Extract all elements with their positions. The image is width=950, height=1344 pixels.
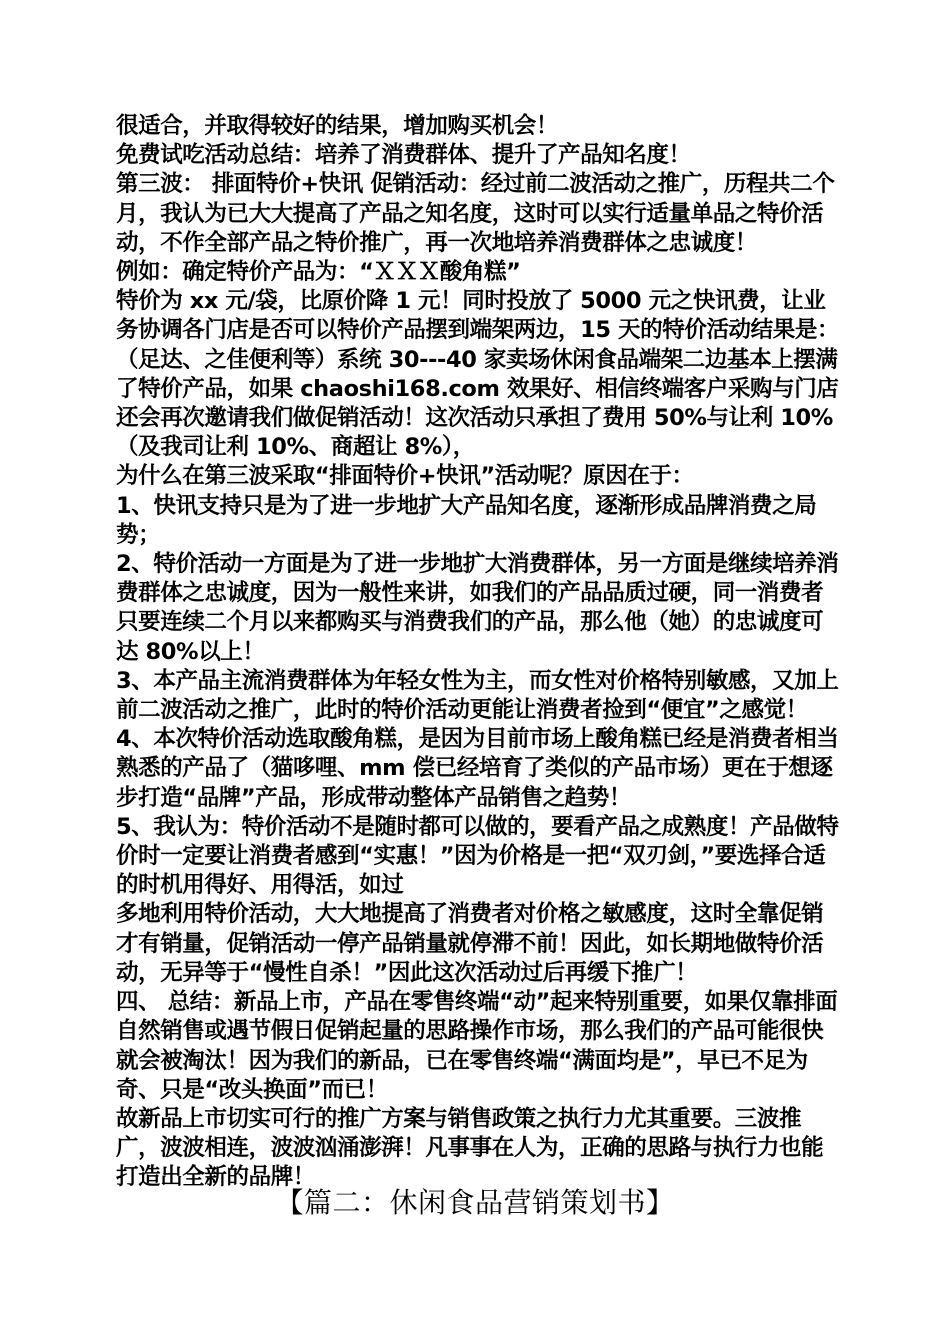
paragraph-14: 故新品上市切实可行的推广方案与销售政策之执行力尤其重要。三波推广，波波相连，波波汹涌澎湃！凡事事在人为，正确的思路与执行力也能打造出全新的品牌！ bbox=[116, 1105, 824, 1191]
paragraph-1: 很适合，并取得较好的结果，增加购买机会！ bbox=[116, 113, 559, 139]
section-heading: 【篇二：休闲食品营销策划书】 bbox=[275, 1186, 675, 1219]
paragraph-10: 4、本次特价活动选取酸角糕，是因为目前市场上酸角糕已经是消费者相当熟悉的产品了（猫哆哩、mm 偿已经培育了类似的产品市场）更在于想逐步打造“品牌”产品，形成带动整体产品销售之趋势！ bbox=[116, 726, 839, 811]
paragraph-12: 多地利用特价活动，大大地提高了消费者对价格之敏感度，这时全靠促销才有销量，促销活动一停产品销量就停滞不前！因此，如长期地做特价活动，无异等于“慢性自杀！”因此这次活动过后再缓下推广！ bbox=[116, 901, 824, 986]
paragraph-13: 四、 总结：新品上市，产品在零售终端“动”起来特别重要，如果仅靠排面自然销售或遇节假日促销起量的思路操作市场，那么我们的产品可能很快就会被淘汰！因为我们的新品，已在零售终端“满面均是”，早已不足为奇、只是“改头换面”而已！ bbox=[116, 989, 838, 1103]
paragraph-11: 5、我认为：特价活动不是随时都可以做的，要看产品之成熟度！产品做特价时一定要让消费者感到“实惠！”因为价格是一把“双刃剑，”要选择合适的时机用得好、用得活，如过 bbox=[116, 813, 839, 899]
paragraph-6: 为什么在第三波采取“排面特价+快讯”活动呢？原因在于： bbox=[116, 463, 694, 490]
paragraph-2: 免费试吃活动总结：培养了消费群体、提升了产品知名度！ bbox=[116, 142, 691, 169]
paragraph-5: 特价为 xx 元/袋，比原价降 1 元！同时投放了 5000 元之快讯费，让业务协调各门店是否可以特价产品摆到端架两边，15 天的特价活动结果是：（足达、之佳便利等）系统 30---40 家卖场休闲食品端架二边基本上摆满了特价产品，如果 chaoshi168.com 效果好、相信终端客户采购与门店还会再次邀请我们做促销活动！这次活动只承担了费用 50%与让利 10%（及我司让利 10%、商超让 8%）， bbox=[116, 288, 840, 461]
paragraph-4: 例如：确定特价产品为：“ＸＸＸ酸角糕” bbox=[116, 259, 521, 286]
paragraph-8: 2、特价活动一方面是为了进一步地扩大消费群体，另一方面是继续培养消费群体之忠诚度，因为一般性来讲，如我们的产品品质过硬，同一消费者只要连续二个月以来都购买与消费我们的产品，那么他（她）的忠诚度可达 80%以上！ bbox=[116, 551, 839, 665]
paragraph-3: 第三波： 排面特价+快讯 促销活动：经过前二波活动之推广，历程共二个月，我认为已大大提高了产品之知名度，这时可以实行适量单品之特价活动，不作全部产品之特价推广，再一次地培养消费群体之忠诚度！ bbox=[116, 171, 835, 256]
paragraph-7: 1、快讯支持只是为了进一步地扩大产品知名度，逐渐形成品牌消费之局势； bbox=[116, 492, 817, 548]
document-body bbox=[116, 112, 840, 1193]
paragraph-9: 3、本产品主流消费群体为年轻女性为主，而女性对价格特别敏感，又加上前二波活动之推广，此时的特价活动更能让消费者捡到“便宜”之感觉！ bbox=[116, 667, 839, 724]
